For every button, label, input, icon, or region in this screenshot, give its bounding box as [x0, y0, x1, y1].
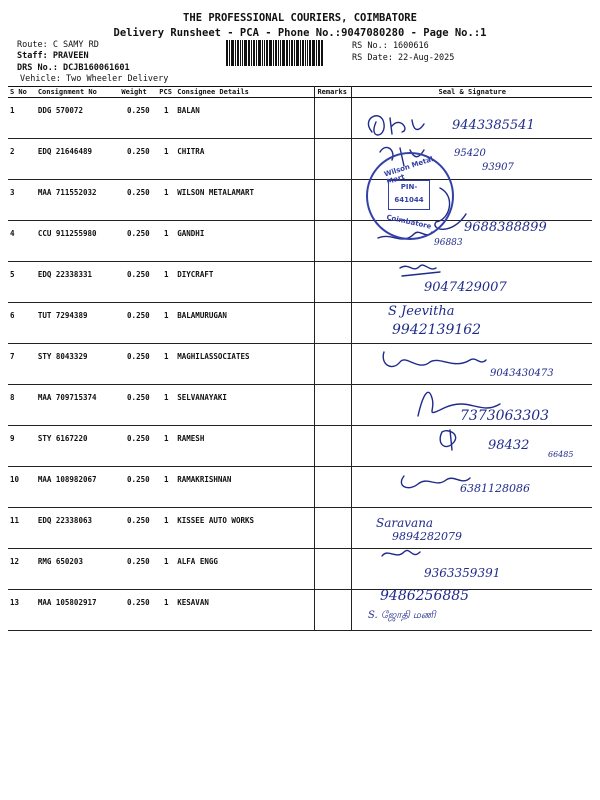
- cell-weight: 0.250: [119, 139, 157, 180]
- cell-consignee: RAMAKRISHNAN: [175, 467, 315, 508]
- cell-consignment: DDG 570072: [36, 98, 120, 139]
- cell-weight: 0.250: [119, 467, 157, 508]
- cell-pcs: 1: [157, 344, 175, 385]
- handwriting-row4-phone-b: 96883: [434, 238, 463, 248]
- cell-consignee: BALAMURUGAN: [175, 303, 315, 344]
- stamp-pincode: 641044: [394, 196, 424, 204]
- cell-weight: 0.250: [119, 590, 157, 631]
- cell-consignee: DIYCRAFT: [175, 262, 315, 303]
- cell-weight: 0.250: [119, 344, 157, 385]
- cell-weight: 0.250: [119, 549, 157, 590]
- cell-pcs: 1: [157, 180, 175, 221]
- cell-consignment: MAA 108982067: [36, 467, 120, 508]
- cell-sno: 12: [8, 549, 36, 590]
- handwriting-row8-phone: 7373063303: [460, 408, 550, 424]
- handwriting-row11-name: Saravana: [376, 516, 434, 530]
- cell-consignment: RMG 650203: [36, 549, 120, 590]
- cell-consignment: EDQ 22338063: [36, 508, 120, 549]
- handwriting-row9-phone-a: 98432: [488, 438, 530, 453]
- cell-consignment: MAA 709715374: [36, 385, 120, 426]
- handwriting-row1-phone: 9443385541: [452, 118, 535, 133]
- cell-consignee: RAMESH: [175, 426, 315, 467]
- cell-sno: 11: [8, 508, 36, 549]
- cell-consignee: BALAN: [175, 98, 315, 139]
- cell-consignee: CHITRA: [175, 139, 315, 180]
- cell-pcs: 1: [157, 508, 175, 549]
- cell-consignment: MAA 711552032: [36, 180, 120, 221]
- cell-pcs: 1: [157, 221, 175, 262]
- stamp-ring-text: Wilson Metal Mart: [383, 155, 435, 187]
- header-consignment: Consignment No: [36, 87, 120, 98]
- handwriting-row2-phone-a: 95420: [454, 148, 486, 159]
- cell-consignee: GANDHI: [175, 221, 315, 262]
- signature-12: [382, 550, 420, 556]
- cell-sno: 13: [8, 590, 36, 631]
- cell-sno: 7: [8, 344, 36, 385]
- cell-pcs: 1: [157, 139, 175, 180]
- drs-number: DRS No.: DCJB160061601: [17, 63, 130, 73]
- cell-pcs: 1: [157, 262, 175, 303]
- cell-consignment: MAA 105802917: [36, 590, 120, 631]
- cell-weight: 0.250: [119, 508, 157, 549]
- cell-consignment: CCU 911255980: [36, 221, 120, 262]
- cell-consignee: KESAVAN: [175, 590, 315, 631]
- signature-7: [383, 352, 486, 367]
- header-seal: Seal & Signature: [352, 87, 592, 98]
- cell-weight: 0.250: [119, 426, 157, 467]
- vehicle-label: Vehicle: Two Wheeler Delivery: [20, 74, 169, 84]
- cell-weight: 0.250: [119, 303, 157, 344]
- handwriting-row7-phone: 9043430473: [490, 368, 554, 379]
- cell-sno: 8: [8, 385, 36, 426]
- cell-consignee: ALFA ENGG: [175, 549, 315, 590]
- signature-5: [400, 265, 440, 276]
- cell-consignment: EDQ 21646489: [36, 139, 120, 180]
- route-label: Route: C SAMY RD: [17, 40, 99, 50]
- rs-number: RS No.: 1600616: [352, 41, 429, 51]
- cell-consignment: TUT 7294389: [36, 303, 120, 344]
- cell-consignee: KISSEE AUTO WORKS: [175, 508, 315, 549]
- handwriting-row6-name: S Jeevitha: [388, 304, 455, 319]
- cell-pcs: 1: [157, 549, 175, 590]
- cell-consignment: STY 6167220: [36, 426, 120, 467]
- handwriting-row9-phone-b: 66485: [548, 450, 574, 459]
- header-weight: Weight: [119, 87, 157, 98]
- stamp-pin-label: PIN-: [400, 183, 418, 191]
- handwriting-row13-phone: 9486256885: [380, 588, 470, 604]
- rs-date: RS Date: 22-Aug-2025: [352, 53, 455, 63]
- stamp-pin-box: [388, 180, 430, 210]
- handwriting-row13-name: S. ஜோதி மணி: [368, 610, 436, 621]
- cell-sno: 3: [8, 180, 36, 221]
- stamp-city: Coimbatore: [385, 213, 433, 231]
- cell-weight: 0.250: [119, 221, 157, 262]
- staff-label: Staff: PRAVEEN: [17, 51, 89, 61]
- handwriting-row11-phone: 9894282079: [392, 530, 462, 543]
- cell-consignment: STY 8043329: [36, 344, 120, 385]
- handwriting-row5-phone: 9047429007: [424, 280, 507, 295]
- signature-1: [368, 116, 424, 135]
- header-sno: S No: [8, 87, 36, 98]
- company-stamp: [366, 152, 454, 240]
- handwriting-row12-phone: 9363359391: [424, 566, 501, 580]
- cell-sno: 4: [8, 221, 36, 262]
- handwriting-row4-phone-a: 9688388899: [464, 220, 547, 235]
- document-title: THE PROFESSIONAL COURIERS, COIMBATORE: [183, 12, 417, 24]
- cell-weight: 0.250: [119, 180, 157, 221]
- cell-sno: 5: [8, 262, 36, 303]
- cell-sno: 2: [8, 139, 36, 180]
- handwriting-row6-phone: 9942139162: [392, 322, 482, 338]
- cell-weight: 0.250: [119, 98, 157, 139]
- cell-pcs: 1: [157, 426, 175, 467]
- cell-consignment: EDQ 22338331: [36, 262, 120, 303]
- cell-pcs: 1: [157, 303, 175, 344]
- header-pcs: PCS: [157, 87, 175, 98]
- handwriting-row2-phone-b: 93907: [482, 162, 514, 173]
- header-remarks: Remarks: [315, 87, 352, 98]
- header-consignee: Consignee Details: [175, 87, 315, 98]
- cell-consignee: SELVANAYAKI: [175, 385, 315, 426]
- cell-consignee: WILSON METALAMART: [175, 180, 315, 221]
- cell-sno: 9: [8, 426, 36, 467]
- signature-9: [440, 430, 455, 450]
- cell-pcs: 1: [157, 385, 175, 426]
- cell-sno: 10: [8, 467, 36, 508]
- cell-pcs: 1: [157, 590, 175, 631]
- cell-weight: 0.250: [119, 262, 157, 303]
- document-subtitle: Delivery Runsheet - PCA - Phone No.:9047080280 - Page No.:1: [113, 27, 487, 39]
- cell-consignee: MAGHILASSOCIATES: [175, 344, 315, 385]
- cell-sno: 1: [8, 98, 36, 139]
- cell-pcs: 1: [157, 98, 175, 139]
- cell-pcs: 1: [157, 467, 175, 508]
- cell-sno: 6: [8, 303, 36, 344]
- cell-weight: 0.250: [119, 385, 157, 426]
- handwriting-row10-phone: 6381128086: [460, 482, 530, 495]
